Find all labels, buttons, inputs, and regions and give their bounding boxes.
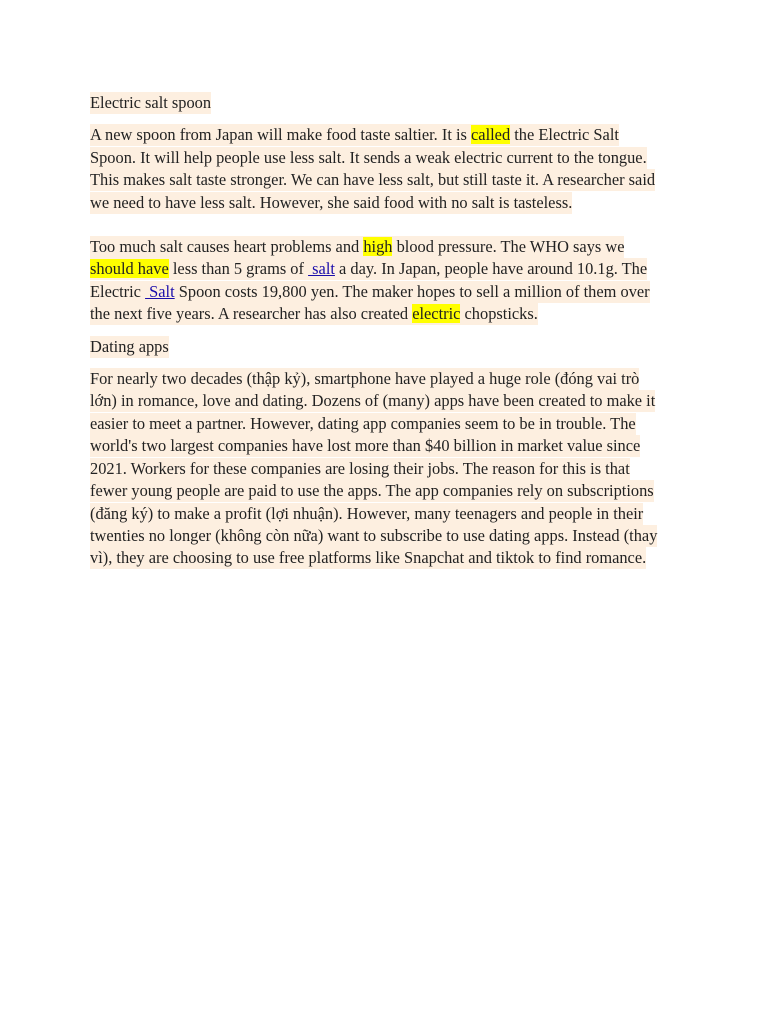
- text-run: the Electric Salt Spoon. It will help people use less salt. It sends a weak electric current to the tongue. This makes salt taste stronger. We can have less salt, but still taste it. A researcher said we need to have less salt. However, she said food with no salt is tasteless.: [90, 125, 656, 212]
- salt-link[interactable]: salt: [308, 259, 335, 279]
- salt-spoon-link[interactable]: Salt: [145, 281, 175, 301]
- document-page: [90, 92, 668, 570]
- article-1-title-text: Electric salt spoon: [90, 93, 212, 112]
- article-1-paragraph-1: [90, 124, 668, 214]
- highlighted-word: called: [471, 125, 511, 145]
- text-run: chopsticks.: [460, 304, 538, 324]
- paragraph-text: For nearly two decades (thập kỷ), smartphone have played a huge role (đóng vai trò lớn) in romance, love and dating. Dozens of (many) apps have been created to make it easier to meet a partner. However, dating app companies seem to be in trouble. The world's two largest companies have lost more than $40 billion in market value since 2021. Workers for these companies are losing their jobs. The reason for this is that fewer young people are paid to use the apps. The app companies rely on subscriptions (đăng ký) to make a profit (lợi nhuận). However, many teenagers and people in their twenties no longer (không còn nữa) want to subscribe to use dating apps. Instead (thay vì), they are choosing to use free platforms like Snapchat and tiktok to find romance.: [90, 369, 658, 568]
- text-run: a day. In Japan, people have around 10.1g. The Electric: [90, 259, 648, 301]
- paragraph-text: [90, 236, 650, 325]
- text-run: Too much salt causes heart problems and: [90, 237, 364, 257]
- paragraph-text: [90, 124, 655, 213]
- text-run: Spoon costs 19,800 yen. The maker hopes to sell a million of them over the next five years. A researcher has also created: [90, 281, 650, 324]
- highlighted-word: high: [363, 237, 393, 257]
- article-2-paragraph-1: [90, 368, 668, 570]
- article-1-paragraph-2: [90, 236, 668, 326]
- highlighted-phrase: should have: [90, 259, 169, 279]
- article-2-title: [90, 336, 668, 358]
- article-2-title-text: Dating apps: [90, 336, 169, 356]
- text-run: blood pressure. The WHO says we: [392, 237, 625, 257]
- article-1-title: [90, 92, 668, 114]
- text-run: less than 5 grams of: [168, 259, 309, 279]
- highlighted-word: electric: [412, 304, 461, 324]
- text-run: A new spoon from Japan will make food taste saltier. It is: [90, 125, 472, 145]
